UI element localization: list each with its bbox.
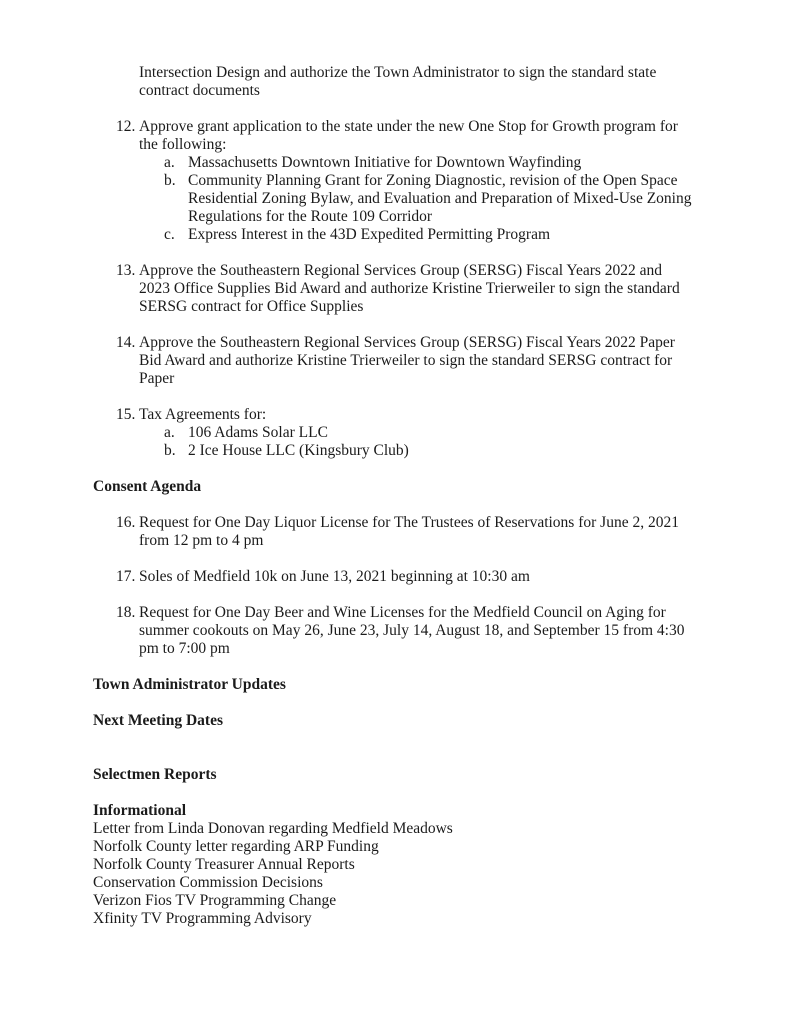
agenda-item-text: Request for One Day Liquor License for The Trustees of Reservations for June 2, 2021 from 12 pm to 4 pm	[139, 514, 679, 549]
agenda-item-number: 16.	[116, 514, 136, 531]
agenda-item	[93, 604, 692, 658]
consent-agenda-items-list	[93, 514, 692, 658]
agenda-item-text: Approve the Southeastern Regional Services Group (SERSG) Fiscal Years 2022 Paper Bid Award and authorize Kristine Trierweiler to sign the standard SERSG contract for Paper	[139, 334, 675, 387]
agenda-item	[93, 406, 692, 460]
informational-item: Norfolk County letter regarding ARP Funding	[93, 838, 379, 855]
agenda-item-text: Approve grant application to the state under the new One Stop for Growth program for the following:	[139, 118, 678, 153]
consent-agenda-heading: Consent Agenda	[93, 478, 202, 495]
agenda-subitem-text: Express Interest in the 43D Expedited Permitting Program	[188, 226, 551, 243]
numbered-items-list	[93, 118, 692, 460]
agenda-subitem-letter: b.	[164, 172, 176, 189]
agenda-item-number: 14.	[116, 334, 136, 351]
document-body	[93, 64, 692, 928]
agenda-item-number: 17.	[116, 568, 136, 585]
informational-item: Xfinity TV Programming Advisory	[93, 910, 312, 927]
agenda-item	[93, 514, 692, 550]
agenda-item	[93, 334, 692, 388]
agenda-item-number: 12.	[116, 118, 136, 135]
agenda-item	[93, 118, 692, 244]
agenda-subitems-list	[139, 424, 692, 460]
selectmen-reports-heading: Selectmen Reports	[93, 766, 217, 783]
agenda-subitem-text: 106 Adams Solar LLC	[188, 424, 328, 441]
agenda-subitem-letter: a.	[164, 154, 175, 171]
agenda-subitem-letter: a.	[164, 424, 175, 441]
agenda-subitem	[164, 226, 692, 244]
agenda-subitems-list	[139, 154, 692, 244]
informational-item: Norfolk County Treasurer Annual Reports	[93, 856, 355, 873]
agenda-item-number: 18.	[116, 604, 136, 621]
agenda-item-text: Approve the Southeastern Regional Services Group (SERSG) Fiscal Years 2022 and 2023 Office Supplies Bid Award and authorize Kristine Trierweiler to sign the standard SERSG contract for Office Supplies	[139, 262, 680, 315]
agenda-subitem	[164, 154, 692, 172]
agenda-subitem	[164, 442, 692, 460]
agenda-subitem-text: Community Planning Grant for Zoning Diagnostic, revision of the Open Space Residential Zoning Bylaw, and Evaluation and Preparation of Mixed-Use Zoning Regulations for the Route 109 Corridor	[188, 172, 692, 225]
informational-heading: Informational	[93, 802, 186, 819]
town-administrator-updates-heading: Town Administrator Updates	[93, 676, 286, 693]
agenda-item-text: Soles of Medfield 10k on June 13, 2021 beginning at 10:30 am	[139, 568, 530, 585]
agenda-item-number: 13.	[116, 262, 136, 279]
informational-list	[93, 820, 692, 928]
agenda-item	[93, 568, 692, 586]
agenda-subitem-letter: b.	[164, 442, 176, 459]
agenda-subitem	[164, 172, 692, 226]
informational-item: Letter from Linda Donovan regarding Medfield Meadows	[93, 820, 453, 837]
agenda-subitem-text: 2 Ice House LLC (Kingsbury Club)	[188, 442, 409, 459]
agenda-subitem	[164, 424, 692, 442]
continuation-paragraph: Intersection Design and authorize the Town Administrator to sign the standard state contract documents	[139, 64, 657, 99]
agenda-item-text: Request for One Day Beer and Wine Licenses for the Medfield Council on Aging for summer cookouts on May 26, June 23, July 14, August 18, and September 15 from 4:30 pm to 7:00 pm	[139, 604, 685, 657]
agenda-item-number: 15.	[116, 406, 136, 423]
agenda-item	[93, 262, 692, 316]
informational-item: Conservation Commission Decisions	[93, 874, 323, 891]
informational-item: Verizon Fios TV Programming Change	[93, 892, 337, 909]
next-meeting-dates-heading: Next Meeting Dates	[93, 712, 223, 729]
agenda-subitem-text: Massachusetts Downtown Initiative for Downtown Wayfinding	[188, 154, 582, 171]
agenda-item-text: Tax Agreements for:	[139, 406, 267, 423]
agenda-subitem-letter: c.	[164, 226, 175, 243]
